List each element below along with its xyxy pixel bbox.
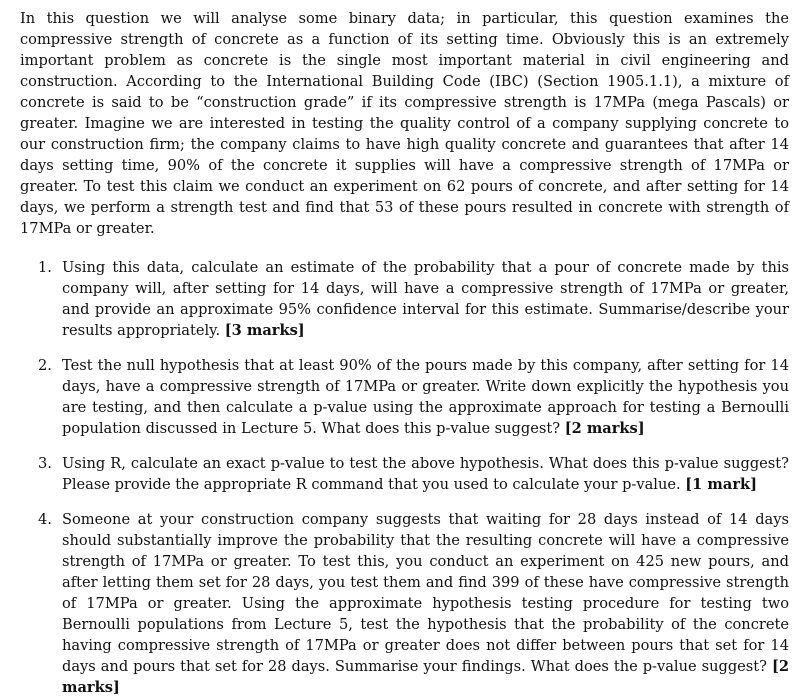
question-number: 4. [38,511,52,528]
question-marks: [3 marks] [224,322,305,339]
question-marks: [2 marks] [564,420,645,437]
question-number: 3. [38,455,52,472]
question-list [20,257,789,698]
question-marks: [1 mark] [685,476,758,493]
question-item [20,257,789,341]
question-number: 1. [38,259,52,276]
question-marks: [2 marks] [62,658,790,696]
intro-paragraph: In this question we will analyse some binary data; in particular, this question examines the compressive strength of concrete as a function of its setting time. Obviously this is an extremely important problem as concrete is the single most important material in civil engineering and construction. According to the International Building Code (IBC) (Section 1905.1.1), a mixture of concrete is said to be “construction grade” if its compressive strength is 17MPa (mega Pascals) or greater. Imagine we are interested in testing the quality control of a company supplying concrete to our construction firm; the company claims to have high quality concrete and guarantees that after 14 days setting time, 90% of the concrete it supplies will have a compressive strength of 17MPa or greater. To test this claim we conduct an experiment on 62 pours of concrete, and after setting for 14 days, we perform a strength test and find that 53 of these pours resulted in concrete with strength of 17MPa or greater. [20,10,789,237]
question-item [20,453,789,495]
question-text: Using this data, calculate an estimate of the probability that a pour of concrete made by this company will, after setting for 14 days, will have a compressive strength of 17MPa or greater, and provide an approximate 95% confidence interval for this estimate. Summarise/describe your results appropriately. [62,259,789,339]
question-text: Someone at your construction company suggests that waiting for 28 days instead of 14 days should substantially improve the probability that the resulting concrete will have a compressive strength of 17MPa or greater. To test this, you conduct an experiment on 425 new pours, and after letting them set for 28 days, you test them and find 399 of these have compressive strength of 17MPa or greater. Using the approximate hypothesis testing procedure for testing two Bernoulli populations from Lecture 5, test the hypothesis that the probability of the concrete having compressive strength of 17MPa or greater does not differ between pours that set for 14 days and pours that set for 28 days. Summarise your findings. What does the p-value suggest? [62,511,789,675]
question-text: Using R, calculate an exact p-value to test the above hypothesis. What does this p-value suggest? Please provide the appropriate R command that you used to calculate your p-value. [62,455,789,493]
question-item [20,509,789,698]
question-number: 2. [38,357,52,374]
question-item [20,355,789,439]
question-text: Test the null hypothesis that at least 90% of the pours made by this company, after setting for 14 days, have a compressive strength of 17MPa or greater. Write down explicitly the hypothesis you are testing, and then calculate a p-value using the approximate approach for testing a Bernoulli population discussed in Lecture 5. What does this p-value suggest? [62,357,789,437]
